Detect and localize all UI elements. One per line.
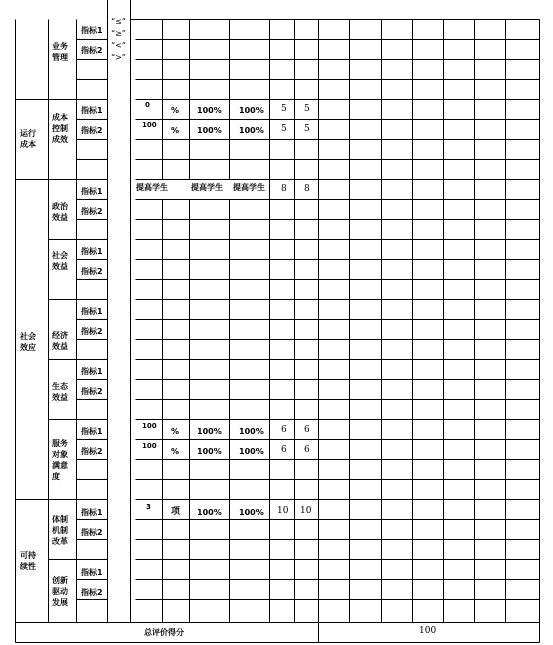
satisfaction-row2-weight: 6 bbox=[281, 445, 287, 455]
indicator-label: 指标1 bbox=[81, 568, 103, 577]
cost-row2-actual: 100% bbox=[239, 126, 264, 135]
indicator-label: 指标1 bbox=[81, 247, 103, 256]
section-social-economy-label: 经济 效益 bbox=[52, 331, 68, 351]
comparison-symbol: “>” bbox=[111, 53, 126, 62]
section-cost-group-label: 运行 成本 bbox=[20, 129, 36, 149]
cost-row1-actual: 100% bbox=[239, 106, 264, 115]
comparison-symbol: “≤” bbox=[111, 17, 126, 26]
indicator-label: 指标2 bbox=[81, 327, 103, 336]
cost-row2-unit: % bbox=[171, 126, 180, 135]
section-sustain-reform-label: 体制 机制 改革 bbox=[52, 515, 68, 546]
cost-row2-target: 100% bbox=[197, 126, 222, 135]
reform-row1-value: 3 bbox=[146, 503, 151, 511]
satisfaction-row2-actual: 100% bbox=[239, 447, 264, 456]
cost-row1-unit: % bbox=[171, 106, 180, 115]
politics-row1-target: 提高学生 bbox=[191, 183, 223, 192]
reform-row1-score: 10 bbox=[300, 506, 312, 516]
total-score-label: 总评价得分 bbox=[144, 628, 184, 637]
section-business-label: 业务 管理 bbox=[52, 42, 68, 62]
satisfaction-row1-weight: 6 bbox=[281, 425, 287, 435]
satisfaction-row1-actual: 100% bbox=[239, 427, 264, 436]
cost-row1-weight: 5 bbox=[281, 104, 287, 114]
satisfaction-row2-unit: % bbox=[171, 447, 180, 456]
satisfaction-row1-value: 100 bbox=[142, 422, 157, 430]
comparison-symbol: “<” bbox=[111, 41, 126, 50]
indicator-label: 指标2 bbox=[81, 528, 103, 537]
cost-row2-score: 5 bbox=[304, 124, 310, 134]
satisfaction-row2-value: 100 bbox=[142, 442, 157, 450]
indicator-label: 指标2 bbox=[81, 447, 103, 456]
total-score-value: 100 bbox=[419, 626, 437, 636]
cost-row2-value: 100 bbox=[142, 121, 157, 129]
politics-row1-actual: 提高学生 bbox=[233, 183, 265, 192]
section-cost-label: 成本 控制 成效 bbox=[52, 113, 68, 144]
section-sustain-innovation-label: 创新 驱动 发展 bbox=[52, 576, 68, 607]
indicator-label: 指标1 bbox=[81, 427, 103, 436]
indicator-label: 指标2 bbox=[81, 126, 103, 135]
cost-row2-weight: 5 bbox=[281, 124, 287, 134]
indicator-label: 指标1 bbox=[81, 367, 103, 376]
politics-row1-weight: 8 bbox=[281, 184, 287, 194]
section-social-group-label: 社会 效应 bbox=[20, 332, 36, 352]
indicator-label: 指标2 bbox=[81, 387, 103, 396]
satisfaction-row2-score: 6 bbox=[304, 445, 310, 455]
cost-row1-score: 5 bbox=[304, 104, 310, 114]
reform-row1-weight: 10 bbox=[277, 506, 289, 516]
politics-row1-score: 8 bbox=[304, 184, 310, 194]
indicator-label: 指标2 bbox=[81, 46, 103, 55]
section-social-society-label: 社会 效益 bbox=[52, 251, 68, 271]
indicator-label: 指标1 bbox=[81, 106, 103, 115]
indicator-label: 指标1 bbox=[81, 508, 103, 517]
cost-row1-value: 0 bbox=[145, 101, 150, 109]
section-sustain-group-label: 可持 续性 bbox=[20, 551, 36, 571]
section-social-ecology-label: 生态 效益 bbox=[52, 382, 68, 402]
reform-row1-actual: 100% bbox=[239, 508, 264, 517]
indicator-label: 指标1 bbox=[81, 307, 103, 316]
satisfaction-row2-target: 100% bbox=[197, 447, 222, 456]
satisfaction-row1-target: 100% bbox=[197, 427, 222, 436]
indicator-label: 指标2 bbox=[81, 267, 103, 276]
politics-row1-indicator: 提高学生 bbox=[136, 183, 168, 192]
comparison-symbol: “≥” bbox=[111, 29, 126, 38]
section-social-satisfaction-label: 服务 对象 满意 度 bbox=[52, 439, 68, 481]
satisfaction-row1-unit: % bbox=[171, 427, 180, 436]
indicator-label: 指标1 bbox=[81, 26, 103, 35]
indicator-label: 指标2 bbox=[81, 207, 103, 216]
cost-row1-target: 100% bbox=[197, 106, 222, 115]
satisfaction-row1-score: 6 bbox=[304, 425, 310, 435]
indicator-label: 指标2 bbox=[81, 588, 103, 597]
reform-row1-unit: 项 bbox=[171, 507, 181, 517]
indicator-label: 指标1 bbox=[81, 187, 103, 196]
section-social-politics-label: 政治 效益 bbox=[52, 202, 68, 222]
reform-row1-target: 100% bbox=[197, 508, 222, 517]
